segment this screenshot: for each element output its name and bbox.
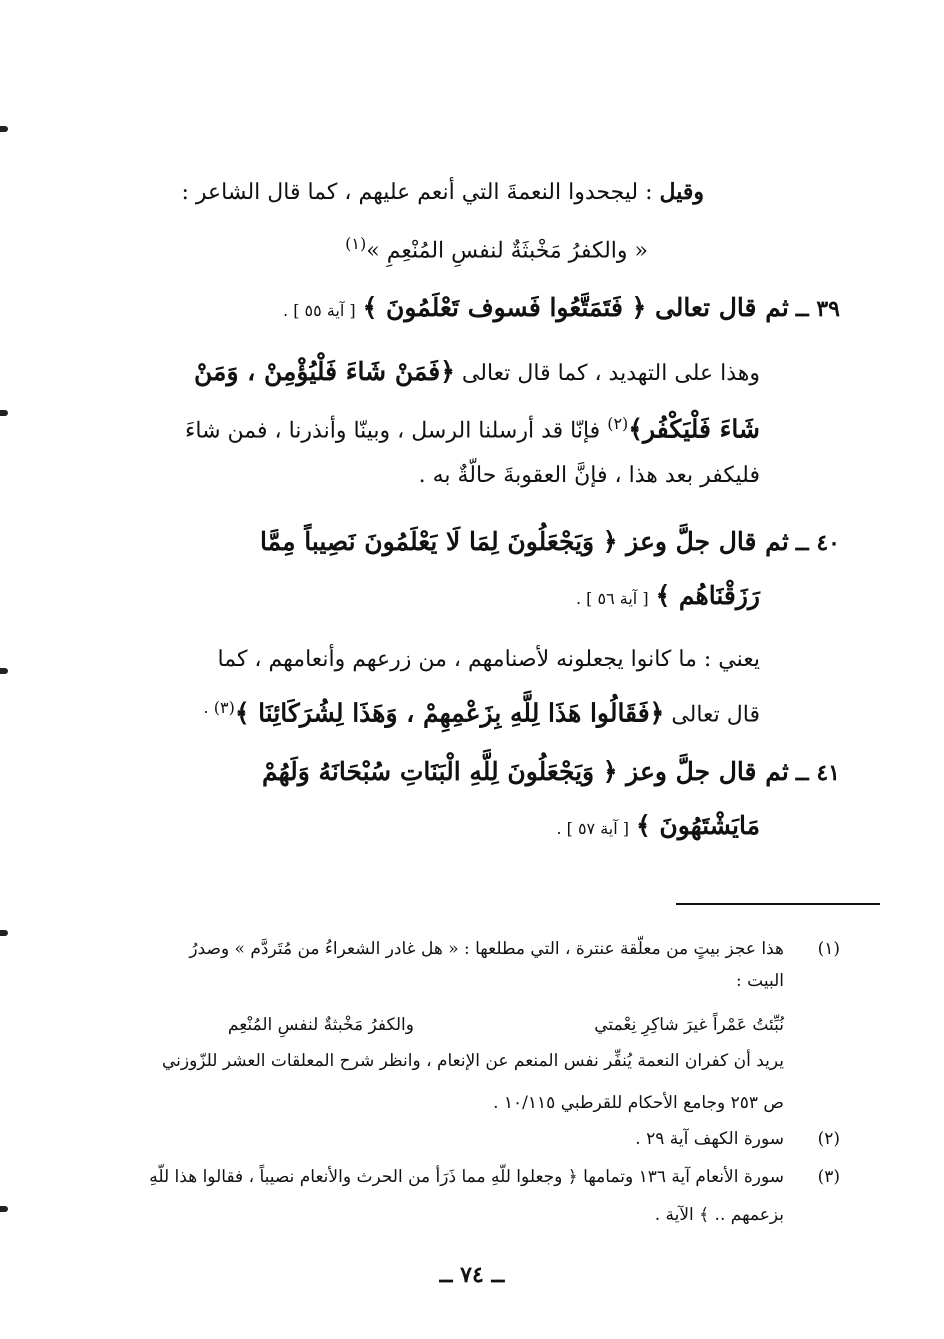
bold-term: وقيل (659, 179, 704, 205)
text-run: فإنّا قد أرسلنا الرسل ، وبينّا وأنذرنا ، فمن شاءَ (185, 418, 601, 444)
quran-text: ثم قال جلَّ وعز ﴿ وَيَجْعَلُونَ لِلَّهِ الْبَنَاتِ سُبْحَانَهُ وَلَهُمْ (261, 757, 789, 786)
footnote-line: هذا عجز بيتٍ من معلّقة عنترة ، التي مطلعها : « هل غادر الشعراءُ من مُتَردَّم » وصدرُ (189, 939, 784, 959)
verse-reference: [ آية ٥٧ ] . (556, 819, 630, 838)
footnote-number: (٣) (817, 1167, 840, 1187)
footnote-ref: (٣) . (203, 698, 235, 717)
text-run: وهذا على التهديد ، كما قال تعالى (461, 361, 760, 386)
footnote-line: ص ٢٥٣ وجامع الأحكام للقرطبي ١٠/١١٥ . (493, 1093, 784, 1113)
text-run: يعني : ما كانوا يجعلونه لأصنامهم ، من زرعهم وأنعامهم ، كما (217, 647, 760, 672)
footnote-line: البيت : (736, 971, 784, 991)
text-run: قال تعالى (671, 702, 760, 728)
text-line (556, 806, 760, 849)
verse-reference: [ آية ٥٦ ] . (575, 589, 649, 608)
footnote-poetry-first-half: نُبِّئتُ عَمْراً غيرَ شاكِرِ نِعْمتي (594, 1015, 784, 1035)
text-line (204, 688, 760, 735)
text-line (194, 352, 760, 394)
quran-text: رَزَقْنَاهُم ﴾ (655, 581, 760, 610)
footnote-line: يريد أن كفران النعمة يُنفِّر نفس المنعم عن الإنعام ، وانظر شرح المعلقات العشر للزّوزني (161, 1051, 784, 1071)
verse-heading-39 (283, 288, 840, 331)
verse-reference: [ آية ٥٥ ] . (283, 301, 356, 320)
text-line (185, 404, 760, 451)
footnote-number: (١) (817, 939, 840, 959)
text-line (218, 640, 760, 680)
verse-number: ٤٠ ــ (795, 530, 840, 556)
footnote-ref: (١) (345, 234, 367, 253)
footnote-number: (٢) (817, 1129, 840, 1149)
quran-text: ﴿فَمَنْ شَاءَ فَلْيُؤْمِنْ ، وَمَنْ (194, 357, 455, 386)
verse-heading-40 (260, 522, 840, 564)
footnote-poetry-second-half: والكفرُ مَخْبثةٌ لنفسِ المُنْعِم (227, 1015, 414, 1035)
poetry-line (345, 224, 648, 271)
scan-mark (0, 930, 8, 936)
text-line (181, 172, 704, 213)
text-line (419, 456, 760, 496)
scan-mark (0, 126, 8, 132)
footnote-line: بزعمهم .. ﴾ الآية . (654, 1205, 784, 1225)
quran-text: مَايَشْتَهُونَ ﴾ (636, 811, 760, 840)
page-number: ــ ٧٤ ــ (439, 1262, 505, 1288)
text-line (576, 576, 760, 619)
footnote-divider (676, 903, 880, 905)
quran-text: ثم قال جلَّ وعز ﴿ وَيَجْعَلُونَ لِمَا لَا يَعْلَمُونَ نَصِيباً مِمَّا (260, 527, 789, 556)
footnote-line: سورة الأنعام آية ١٣٦ وتمامها ﴿ وجعلوا للّهِ مما ذَرَأ من الحرث والأنعام نصيباً ، فقالوا هذا للّهِ (149, 1167, 784, 1187)
scan-mark (0, 668, 8, 674)
verse-number: ٤١ ــ (795, 760, 840, 786)
verse-number: ٣٩ ــ (795, 296, 840, 322)
scan-mark (0, 410, 8, 416)
scan-mark (0, 1206, 8, 1212)
footnote-ref: (٢) (607, 414, 629, 433)
quran-text: شَاءَ فَلْيَكْفُر﴾ (628, 414, 760, 444)
verse-heading-41 (262, 752, 840, 794)
footnote-line: سورة الكهف آية ٢٩ . (635, 1129, 784, 1149)
text-run: « والكفرُ مَخْبثَةٌ لنفسِ المُنْعِمِ » (366, 238, 648, 264)
quran-text: ﴿فَقَالُوا هَذَا لِلَّهِ بِزَعْمِهِمْ ، وَهَذَا لِشُرَكَائِنَا ﴾ (234, 698, 665, 728)
text-run: : ليجحدوا النعمةَ التي أنعم عليهم ، كما قال الشاعر : (181, 180, 653, 205)
quran-text: ثم قال تعالى ﴿ فَتَمَتَّعُوا فَسوف تَعْلَمُونَ ﴾ (362, 293, 789, 322)
text-run: فليكفر بعد هذا ، فإنَّ العقوبةَ حالّةٌ به . (418, 463, 760, 488)
